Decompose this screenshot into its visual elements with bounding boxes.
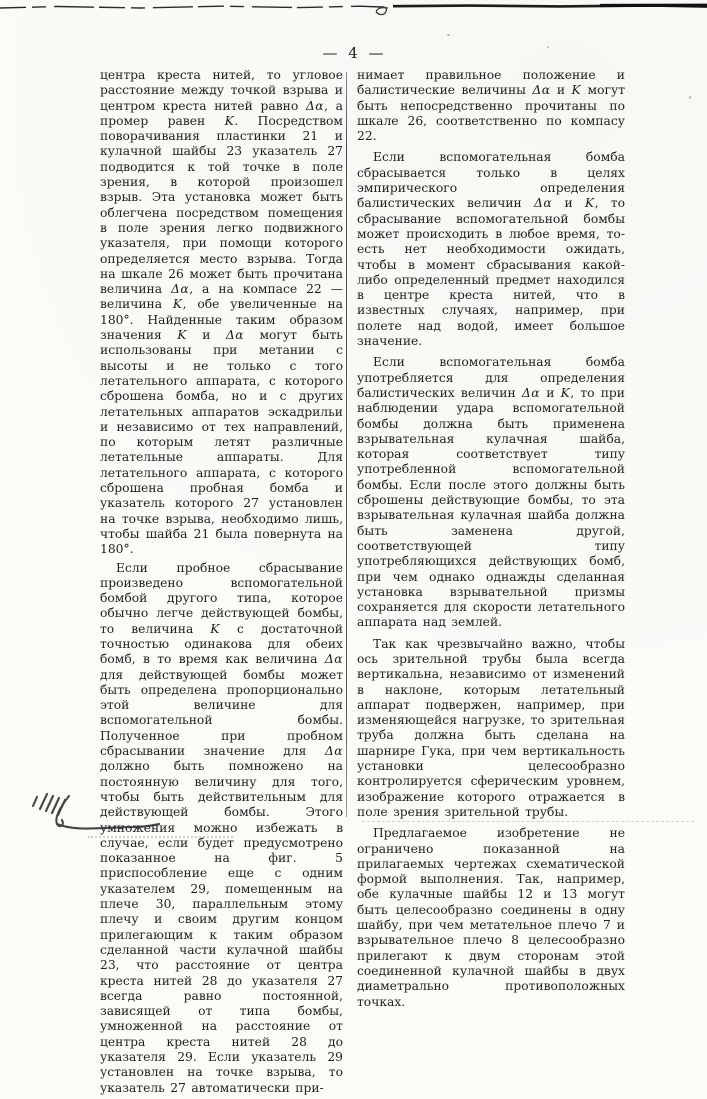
paragraph: Предлагаемое изобретение не ограничено показанной на прилагаемых чертежах схематической формой выполнения. Так, например, обе кулачные шайбы 12 и 13 могут быть целесообразно соединены в одну шайбу, при чем метательное плечо 7 и взрывательное плечо 8 целесообразно прилегают к двум сторонам этой соединенной кулачной шайбы в двух диаметрально противоположных точках.	[357, 826, 625, 1009]
page-number: — 4 —	[322, 44, 385, 62]
column-divider-rule	[346, 72, 347, 817]
faint-dotted-artifact	[88, 836, 233, 838]
paragraph: Так как чрезвычайно важно, чтобы ось зрительной трубы была всегда вертикальна, независимо от изменений в наклоне, которым летательный аппарат подвержен, например, при изменяющейся нагрузке, то зрительная труба должна быть сделана на шарнире Гука, при чем вертикальность установки целесообразно контролируется сферическим уровнем, изображение которого отражается в поле зрения зрительной трубы.	[357, 636, 625, 819]
paragraph: Если пробное сбрасывание произведено вспомогательной бомбой другого типа, которое обычно легче действующей бомбы, то величина K с достаточной точностью одинакова для обеих бомб, в то время как величина Δα для действующей бомбы может быть определена пропорционально этой величине для вспомогательной бомбы. Полученное при пробном сбрасывании значение для Δα должно быть помножено на постоянную величину для того, чтобы быть действительным для действующей бомбы. Этого умножения можно избежать в случае, если будет предусмотрено показанное на фиг. 5 приспособление еще с одним указателем 29, помещенным на плече 30, параллельным этому плечу и своим другим концом прилегающим к таким образом сделанной части кулачной шайбы 23, что расстояние от центра креста нитей 28 до указателя 27 всегда равно постоянной, зависящей от типа бомбы, умноженной на расстояние от центра креста нитей 28 до указателя 29. Если указатель 29 установлен на точке взрыва, то указатель 27 автоматически при-	[100, 560, 343, 1095]
paper-speck	[547, 46, 549, 48]
paper-speck	[447, 34, 450, 36]
text-column-right	[357, 68, 625, 1016]
paragraph: Если вспомогательная бомба употребляется для определения балистических величин Δα и K, то при наблюдении удара вспомогательной бомбы должна быть применена взрывательная кулачная шайба, которая соответствует типу употребленной вспомогательной бомбы. Если после этого должны быть сброшены действующие бомбы, то эта взрывательная кулачная шайба должна быть заменена другой, соответствующей типу употребляющихся действующих бомб, при чем однако однажды сделанная установка взрывательной призмы сохраняется для скорости летательного аппарата над землей.	[357, 355, 625, 630]
paragraph: центра креста нитей, то угловое расстояние между точкой взрыва и центром креста нитей равно Δα, а промер равен K. Посредством поворачивания пластинки 21 и кулачной шайбы 23 указатель 27 подводится к той точке в поле зрения, в которой произошел взрыв. Эта установка может быть облегчена посредством помещения в поле зрения легко подвижного указателя, при помощи которого определяется место взрыва. Тогда на шкале 26 может быть прочитана величина Δα, а на компасе 22 — величина K, обе увеличенные на 180°. Найденные таким образом значения K и Δα могут быть использованы при метании с высоты и не только с того летательного аппарата, с которого сброшена бомба, но и с других летательных аппаратов эскадрильи и независимо от тех направлений, по которым летят различные летательные аппараты. Для летательного аппарата, с которого сброшена пробная бомба и указатель которого 27 установлен на точке взрыва, необходимо лишь, чтобы шайба 21 была повернута на 180°.	[100, 68, 343, 557]
scan-edge-artifact	[0, 0, 707, 24]
paragraph: Если вспомогательная бомба сбрасывается только в целях эмпирического определения балистических величин Δα и K, то сбрасывание вспомогательной бомбы может происходить в любое время, то-есть нет необходимости ожидать, чтобы в момент сбрасывания какой-либо определенный предмет находился в центре креста нитей, что в известных случаях, например, при полете над водой, имеет большое значение.	[357, 150, 625, 349]
faint-dashed-artifact	[362, 821, 694, 822]
text-column-left	[100, 68, 343, 1099]
paper-speck	[689, 96, 691, 99]
handwriting-mark	[28, 786, 178, 842]
paragraph: нимает правильное положение и балистические величины Δα и K могут быть непосредственно прочитаны по шкале 26, соответственно по компасу 22.	[357, 68, 626, 144]
